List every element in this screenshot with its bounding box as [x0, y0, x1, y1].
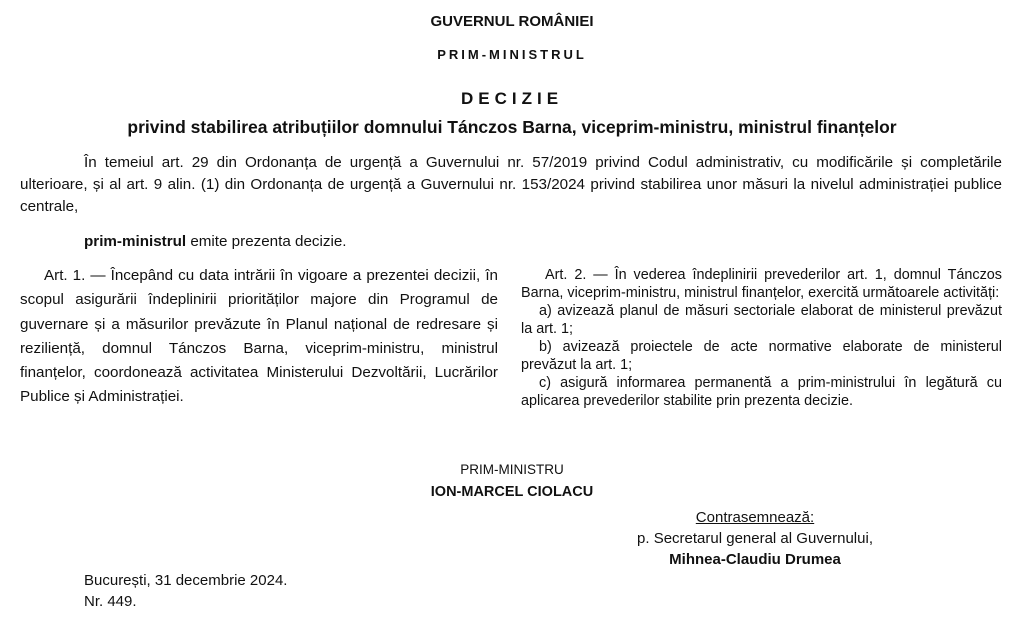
countersignature-role: p. Secretarul general al Guvernului,: [637, 530, 873, 547]
footer-block: [84, 570, 287, 612]
article-1: Art. 1. — Începând cu data intrării în vigoare a prezentei decizii, în scopul asigurării îndeplinirii priorităților majore din Programul de guvernare și a măsurilor prevăzute în Planul național de redresare și reziliență, domnul Tánczos Barna, viceprim-ministru, ministrul finanțelor, coordonează activitatea Ministerului Dezvoltării, Lucrărilor Publice și Administrației.: [20, 267, 498, 406]
signatory-title: PRIM-MINISTRU: [460, 462, 564, 477]
office-heading: PRIM-MINISTRUL: [437, 47, 587, 62]
decision-number: Nr. 449.: [84, 593, 137, 610]
article-2: [521, 266, 1002, 410]
emit-statement: [84, 233, 347, 250]
article-2-item-b: b) avizează proiectele de acte normative elaborate de ministerul prevăzut la art. 1;: [521, 339, 1002, 373]
countersignature-name: Mihnea-Claudiu Drumea: [669, 551, 841, 568]
preamble-paragraph: În temeiul art. 29 din Ordonanța de urgență a Guvernului nr. 57/2019 privind Codul administrativ, cu modificările și completările ulterioare, și al art. 9 alin. (1) din Ordonanța de urgență a Guvernului nr. 153/2024 privind stabilirea unor măsuri la nivelul administrației publice centrale,: [20, 154, 1002, 215]
article-2-intro: Art. 2. — În vederea îndeplinirii prevederilor art. 1, domnul Tánczos Barna, viceprim-ministru, ministrul finanțelor, exercită următoarele activități:: [521, 267, 1002, 301]
government-heading: GUVERNUL ROMÂNIEI: [430, 13, 594, 30]
countersignature-block: [590, 507, 920, 570]
place-and-date: București, 31 decembrie 2024.: [84, 572, 288, 589]
article-2-item-a: a) avizează planul de măsuri sectoriale elaborat de ministerul prevăzut la art. 1;: [521, 303, 1002, 337]
signatory-name: ION-MARCEL CIOLACU: [430, 484, 594, 500]
document-type: DECIZIE: [460, 89, 564, 108]
emit-statement-rest: emite prezenta decizie.: [186, 233, 347, 250]
document-title: privind stabilirea atribuțiilor domnului Tánczos Barna, viceprim-ministru, ministrul finanțelor: [127, 117, 897, 137]
countersignature-label: Contrasemnează:: [695, 509, 815, 526]
article-2-item-c: c) asigură informarea permanentă a prim-ministrului în legătură cu aplicarea prevederilor stabilite prin prezenta decizie.: [521, 375, 1002, 409]
emit-statement-bold: prim-ministrul: [84, 233, 187, 250]
